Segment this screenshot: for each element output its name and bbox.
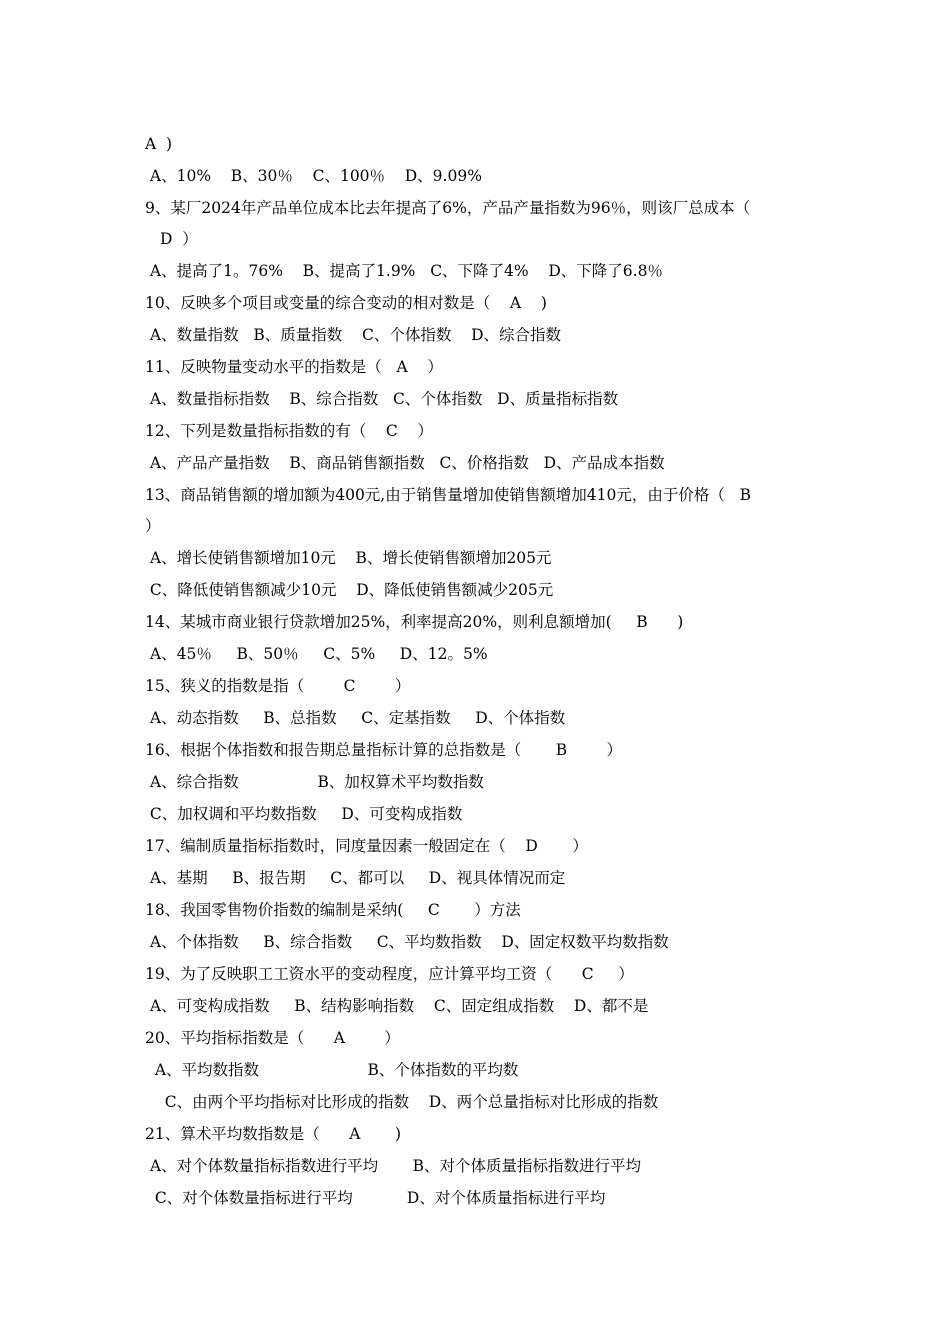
options-15: A、动态指数 B、总指数 C、定基指数 D、个体指数 [145, 709, 566, 727]
question-17: 17、编制质量指标指数时，同度量因素一般固定在（ D ） [145, 837, 588, 855]
options-20a: A、平均数指数 B、个体指数的平均数 [145, 1061, 519, 1079]
question-13-cont: ） [145, 517, 161, 535]
question-21: 21、算术平均数指数是（ A ) [145, 1125, 402, 1143]
question-16: 16、根据个体指数和报告期总量指标计算的总指数是（ B ） [145, 741, 623, 759]
question-18: 18、我国零售物价指数的编制是采纳( C ）方法 [145, 901, 521, 919]
options-19: A、可变构成指数 B、结构影响指数 C、固定组成指数 D、都不是 [145, 997, 649, 1015]
options-11: A、数量指标指数 B、综合指数 C、个体指数 D、质量指标指数 [145, 390, 619, 408]
options-20b: C、由两个平均指标对比形成的指数 D、两个总量指标对比形成的指数 [145, 1093, 659, 1111]
options-13a: A、增长使销售额增加10元 B、增长使销售额增加205元 [145, 549, 552, 567]
question-11: 11、反映物量变动水平的指数是（ A ） [145, 358, 443, 376]
question-9: 9、某厂2024年产品单位成本比去年提高了6%，产品产量指数为96％，则该厂总成本（ [145, 199, 751, 217]
question-13: 13、商品销售额的增加额为400元,由于销售量增加使销售额增加410元，由于价格（ B [145, 486, 751, 504]
question-14: 14、某城市商业银行贷款增加25%，利率提高20%，则利息额增加( B ) [145, 613, 684, 631]
question-20: 20、平均指标指数是（ A ） [145, 1029, 400, 1047]
options-13b: C、降低使销售额减少10元 D、降低使销售额减少205元 [145, 581, 554, 599]
question-12: 12、下列是数量指标指数的有（ C ） [145, 422, 433, 440]
options-10: A、数量指数 B、质量指数 C、个体指数 D、综合指数 [145, 326, 561, 344]
options-16a: A、综合指数 B、加权算术平均数指数 [145, 773, 484, 791]
text-line: A ) [145, 135, 173, 153]
options-14: A、45％ B、50％ C、5% D、12。5% [145, 645, 488, 663]
options-21a: A、对个体数量指标指数进行平均 B、对个体质量指标指数进行平均 [145, 1157, 642, 1175]
question-19: 19、为了反映职工工资水平的变动程度，应计算平均工资（ C ） [145, 965, 634, 983]
text-line: A、10% B、30％ C、100％ D、9.09% [145, 167, 482, 185]
question-15: 15、狭义的指数是指（ C ） [145, 677, 411, 695]
options-16b: C、加权调和平均数指数 D、可变构成指数 [145, 805, 463, 823]
options-18: A、个体指数 B、综合指数 C、平均数指数 D、固定权数平均数指数 [145, 933, 669, 951]
options-17: A、基期 B、报告期 C、都可以 D、视具体情况而定 [145, 869, 566, 887]
answer-9: D ） [160, 230, 198, 248]
question-10: 10、反映多个项目或变量的综合变动的相对数是（ A ) [145, 294, 547, 312]
options-9: A、提高了1。76% B、提高了1.9% C、下降了4% D、下降了6.8％ [145, 262, 663, 280]
options-21b: C、对个体数量指标进行平均 D、对个体质量指标进行平均 [145, 1189, 606, 1207]
options-12: A、产品产量指数 B、商品销售额指数 C、价格指数 D、产品成本指数 [145, 454, 665, 472]
